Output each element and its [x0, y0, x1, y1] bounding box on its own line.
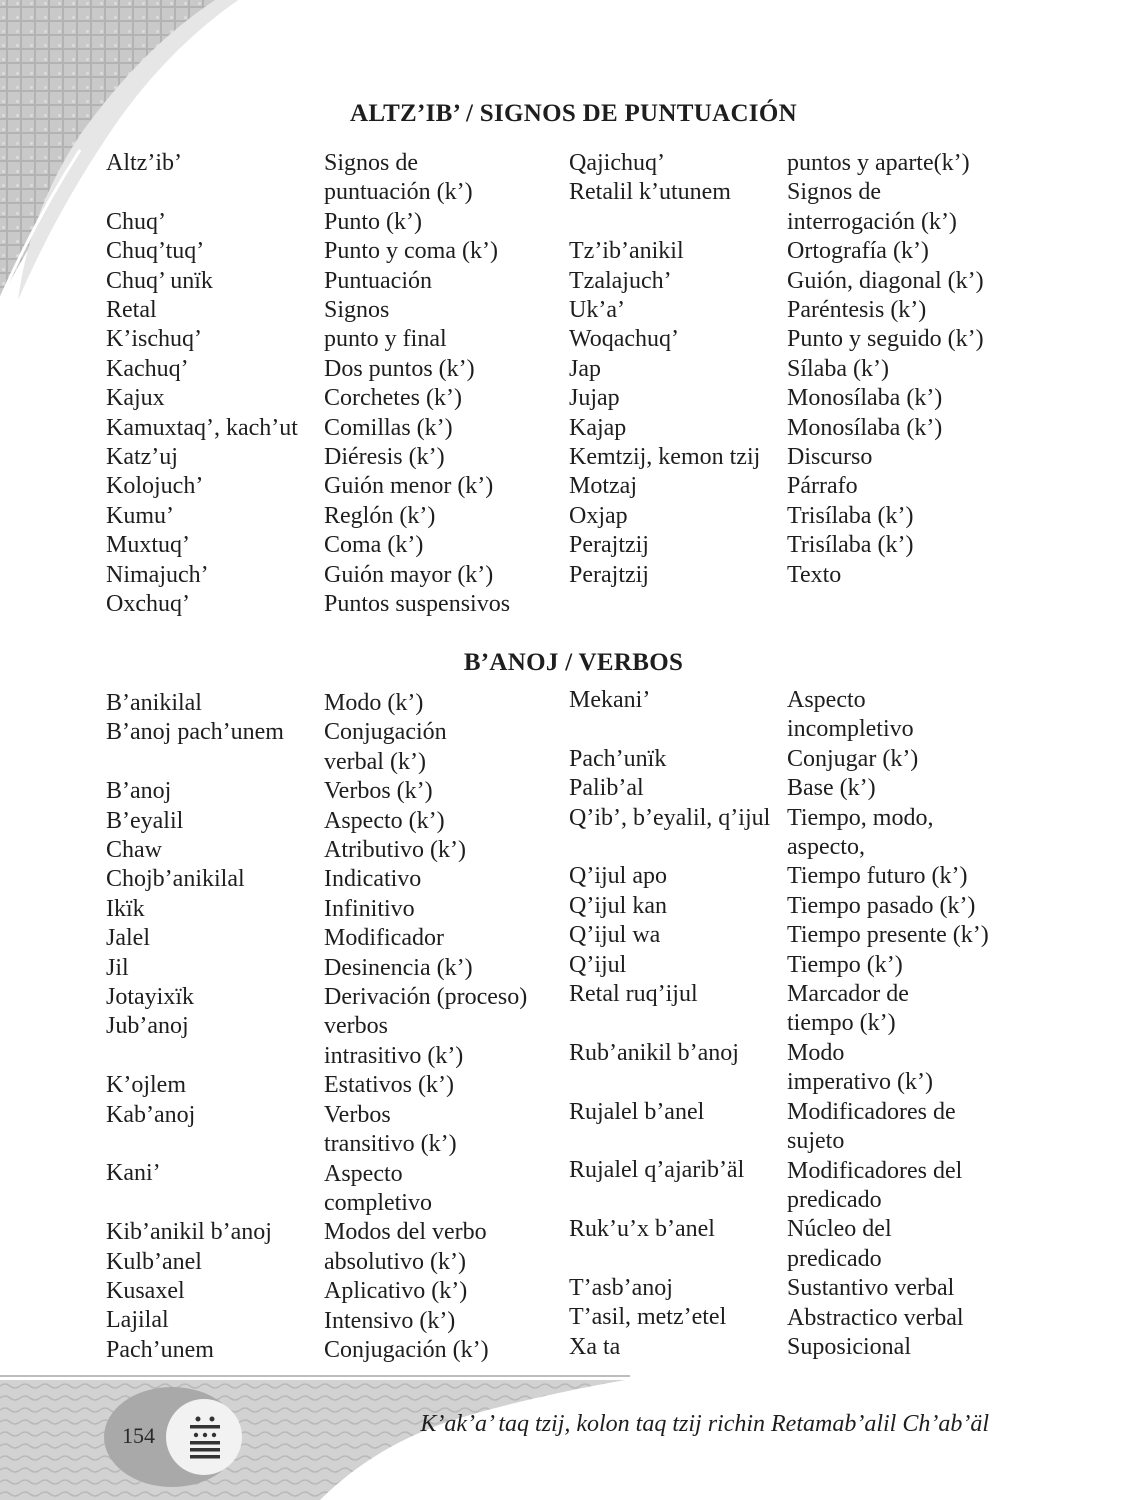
blank-line [569, 1127, 770, 1156]
glossary-entry: punto y final [324, 326, 447, 353]
glossary-entry: Diéresis (k’) [324, 444, 445, 471]
page-number: 154 [122, 1423, 155, 1448]
glossary-entry: Tzalajuch’ [569, 267, 672, 294]
glossary-entry: Modos del verbo [324, 1219, 487, 1246]
glossary-entry: Guión mayor (k’) [324, 561, 494, 588]
glossary-entry: Kib’anikil b’anoj [106, 1219, 272, 1246]
glossary-entry: Modificadores de [787, 1098, 956, 1125]
glossary-entry: puntuación (k’) [324, 179, 473, 206]
glossary-entry: Rujalel b’anel [569, 1098, 705, 1125]
glossary-entry: Altz’ib’ [106, 150, 182, 176]
glossary-entry: Retal ruq’ijul [569, 981, 698, 1008]
glossary-entry: Sustantivo verbal [787, 1275, 955, 1302]
glossary-entry: B’anoj [106, 778, 172, 805]
glossary-entry: Paréntesis (k’) [787, 297, 927, 324]
glossary-entry: K’ischuq’ [106, 326, 202, 353]
glossary-entry: Indicativo [324, 866, 422, 893]
glossary-entry: Modificador [324, 925, 444, 952]
glossary-entry: Q’ijul wa [569, 922, 661, 949]
blank-line [569, 715, 770, 744]
glossary-entry: predicado [787, 1245, 882, 1272]
glossary-entry: Perajtzij [569, 532, 649, 559]
glossary-entry: tiempo (k’) [787, 1010, 896, 1037]
glossary-entry: Mekani’ [569, 687, 651, 713]
glossary-entry: Desinencia (k’) [324, 954, 473, 981]
glossary-entry: Jap [569, 355, 601, 382]
glossary-entry: incompletivo [787, 716, 914, 743]
glossary-entry: Verbos (k’) [324, 778, 433, 805]
blank-line [569, 1245, 770, 1274]
glossary-entry: imperativo (k’) [787, 1069, 933, 1096]
blank-line [569, 1186, 770, 1215]
glossary-entry: Rub’anikil b’anoj [569, 1039, 739, 1066]
glossary-entry: Woqachuq’ [569, 326, 680, 353]
blank-line [569, 208, 760, 237]
glossary-entry: intrasitivo (k’) [324, 1042, 464, 1069]
glossary-entry: Qajichuq’ [569, 150, 665, 176]
blank-line [569, 833, 770, 862]
glossary-entry: Núcleo del [787, 1216, 892, 1243]
glossary-entry: Kemtzij, kemon tzij [569, 444, 761, 471]
glossary-entry: Tiempo, modo, [787, 804, 934, 831]
glossary-entry: Trisílaba (k’) [787, 532, 914, 559]
glossary-entry: Jub’anoj [106, 1013, 189, 1040]
glossary-entry: Guión, diagonal (k’) [787, 267, 984, 294]
glossary-entry: interrogación (k’) [787, 208, 957, 235]
glossary-entry: Modo (k’) [324, 690, 424, 716]
glossary-entry: Tiempo pasado (k’) [787, 892, 976, 919]
glossary-entry: Pach’unïk [569, 745, 667, 772]
glossary-entry: Jujap [569, 385, 620, 412]
glossary-entry: Pach’unem [106, 1336, 214, 1363]
glossary-entry: transitivo (k’) [324, 1131, 457, 1158]
glossary-entry: Q’ijul apo [569, 863, 667, 890]
glossary-entry: verbal (k’) [324, 748, 426, 775]
glossary-entry: Jotayixïk [106, 984, 194, 1011]
glossary-entry: B’eyalil [106, 807, 184, 834]
punctuation-col-kaqchikel-1 [106, 149, 298, 619]
glossary-entry: Punto y coma (k’) [324, 238, 498, 265]
glossary-entry: Suposicional [787, 1333, 911, 1360]
mayan-numeral-icon [186, 1413, 224, 1461]
glossary-entry: puntos y aparte(k’) [787, 150, 970, 176]
glossary-entry: Verbos [324, 1101, 391, 1128]
glossary-entry: Ikïk [106, 895, 145, 922]
glossary-entry: Kani’ [106, 1160, 161, 1187]
glossary-entry: Chaw [106, 837, 162, 864]
glossary-entry: Reglón (k’) [324, 502, 436, 529]
glossary-entry: verbos [324, 1013, 388, 1040]
glossary-entry: Palib’al [569, 775, 644, 802]
glossary-entry: Perajtzij [569, 561, 649, 588]
glossary-entry: Coma (k’) [324, 532, 424, 559]
glossary-entry: Jil [106, 954, 129, 981]
blank-line [569, 1009, 770, 1038]
glossary-entry: Puntuación [324, 267, 432, 294]
blank-line [106, 1042, 284, 1071]
glossary-entry: T’asb’anoj [569, 1275, 673, 1302]
glossary-entry: Q’ijul kan [569, 892, 667, 919]
glossary-entry: Monosílaba (k’) [787, 414, 943, 441]
glossary-entry: Punto (k’) [324, 208, 422, 235]
punctuation-col-spanish-2 [787, 149, 984, 590]
glossary-entry: Chuq’ unïk [106, 267, 213, 294]
glossary-entry: Infinitivo [324, 895, 415, 922]
glossary-entry: Trisílaba (k’) [787, 502, 914, 529]
glossary-entry: Modo [787, 1039, 845, 1066]
verbs-col-spanish-2 [787, 686, 989, 1362]
verbs-col-kaqchikel-2 [569, 686, 770, 1362]
punctuation-col-spanish-1 [324, 149, 510, 620]
glossary-entry: Abstractico verbal [787, 1304, 964, 1331]
glossary-entry: Lajilal [106, 1307, 169, 1334]
bottom-texture [0, 1380, 625, 1500]
glossary-entry: aspecto, [787, 834, 865, 861]
glossary-entry: Aspecto (k’) [324, 807, 445, 834]
blank-line [569, 1068, 770, 1097]
glossary-entry: Conjugación [324, 719, 447, 746]
glossary-entry: Katz’uj [106, 444, 178, 471]
glossary-entry: Q’ijul [569, 951, 627, 978]
glossary-entry: Modificadores del [787, 1157, 963, 1184]
glossary-entry: Signos [324, 297, 390, 324]
glossary-entry: Punto y seguido (k’) [787, 326, 984, 353]
glossary-entry: T’asil, metz’etel [569, 1304, 727, 1331]
glossary-entry: Atributivo (k’) [324, 837, 466, 864]
glossary-entry: Texto [787, 561, 842, 588]
glossary-entry: Kulb’anel [106, 1248, 202, 1275]
glossary-entry: B’anoj pach’unem [106, 719, 284, 746]
footer-book-title: K’ak’a’ taq tzij, kolon taq tzij richin Retamab’alil Ch’ab’äl [420, 1411, 989, 1437]
glossary-entry: Aspecto [787, 687, 866, 713]
glossary-entry: Jalel [106, 925, 150, 952]
glossary-entry: Kolojuch’ [106, 473, 204, 500]
glossary-entry: Comillas (k’) [324, 414, 453, 441]
glossary-entry: Tiempo presente (k’) [787, 922, 989, 949]
glossary-entry: Kachuq’ [106, 355, 189, 382]
glossary-entry: Retal [106, 297, 157, 324]
glossary-entry: Dos puntos (k’) [324, 355, 475, 382]
glossary-entry: Marcador de [787, 981, 909, 1008]
blank-line [106, 1189, 284, 1218]
glossary-entry: predicado [787, 1186, 882, 1213]
glossary-entry: Párrafo [787, 473, 858, 500]
glossary-entry: Xa ta [569, 1333, 621, 1360]
glossary-entry: completivo [324, 1189, 432, 1216]
glossary-entry: Ortografía (k’) [787, 238, 929, 265]
glossary-entry: Kamuxtaq’, kach’ut [106, 414, 298, 441]
glossary-entry: Retalil k’utunem [569, 179, 731, 206]
glossary-entry: Discurso [787, 444, 873, 471]
glossary-entry: Conjugar (k’) [787, 745, 919, 772]
glossary-entry: Chojb’anikilal [106, 866, 245, 893]
glossary-entry: Intensivo (k’) [324, 1307, 456, 1334]
glossary-entry: Signos de [787, 179, 882, 206]
glossary-entry: Chuq’tuq’ [106, 238, 205, 265]
glossary-entry: Tz’ib’anikil [569, 238, 684, 265]
glossary-entry: Uk’a’ [569, 297, 625, 324]
glossary-entry: Ruk’u’x b’anel [569, 1216, 715, 1243]
glossary-entry: Derivación (proceso) [324, 984, 528, 1011]
glossary-entry: Kab’anoj [106, 1101, 196, 1128]
section-title-punctuation: ALTZ’IB’ / SIGNOS DE PUNTUACIÓN [350, 100, 797, 127]
glossary-entry: Kajux [106, 385, 165, 412]
glossary-entry: Kusaxel [106, 1278, 185, 1305]
glossary-entry: Corchetes (k’) [324, 385, 462, 412]
glossary-entry: sujeto [787, 1128, 845, 1155]
glossary-entry: Tiempo (k’) [787, 951, 903, 978]
verbs-col-kaqchikel-1 [106, 689, 284, 1365]
glossary-entry: Aspecto [324, 1160, 403, 1187]
blank-line [106, 178, 298, 207]
glossary-entry: Base (k’) [787, 775, 876, 802]
glossary-entry: Puntos suspensivos [324, 591, 511, 618]
glossary-entry: Guión menor (k’) [324, 473, 494, 500]
glossary-entry: Signos de [324, 150, 419, 176]
glossary-entry: Chuq’ [106, 208, 166, 235]
verbs-col-spanish-1 [324, 689, 527, 1365]
glossary-entry: B’anikilal [106, 690, 202, 716]
glossary-entry: Q’ib’, b’eyalil, q’ijul [569, 804, 771, 831]
glossary-entry: Rujalel q’ajarib’äl [569, 1157, 745, 1184]
glossary-entry: Sílaba (k’) [787, 355, 889, 382]
blank-line [106, 748, 284, 777]
glossary-entry: Tiempo futuro (k’) [787, 863, 968, 890]
glossary-entry: Kajap [569, 414, 627, 441]
glossary-entry: K’ojlem [106, 1072, 186, 1099]
glossary-entry: Muxtuq’ [106, 532, 190, 559]
glossary-entry: Monosílaba (k’) [787, 385, 943, 412]
glossary-entry: Aplicativo (k’) [324, 1278, 468, 1305]
glossary-entry: Motzaj [569, 473, 637, 500]
glossary-entry: Conjugación (k’) [324, 1336, 489, 1363]
section-title-verbs: B’ANOJ / VERBOS [463, 649, 684, 676]
punctuation-col-kaqchikel-2 [569, 149, 760, 590]
glossary-entry: Oxchuq’ [106, 591, 190, 618]
glossary-entry: Kumu’ [106, 502, 174, 529]
glossary-entry: Estativos (k’) [324, 1072, 454, 1099]
glossary-entry: absolutivo (k’) [324, 1248, 466, 1275]
glossary-entry: Nimajuch’ [106, 561, 209, 588]
blank-line [106, 1130, 284, 1159]
glossary-entry: Oxjap [569, 502, 628, 529]
